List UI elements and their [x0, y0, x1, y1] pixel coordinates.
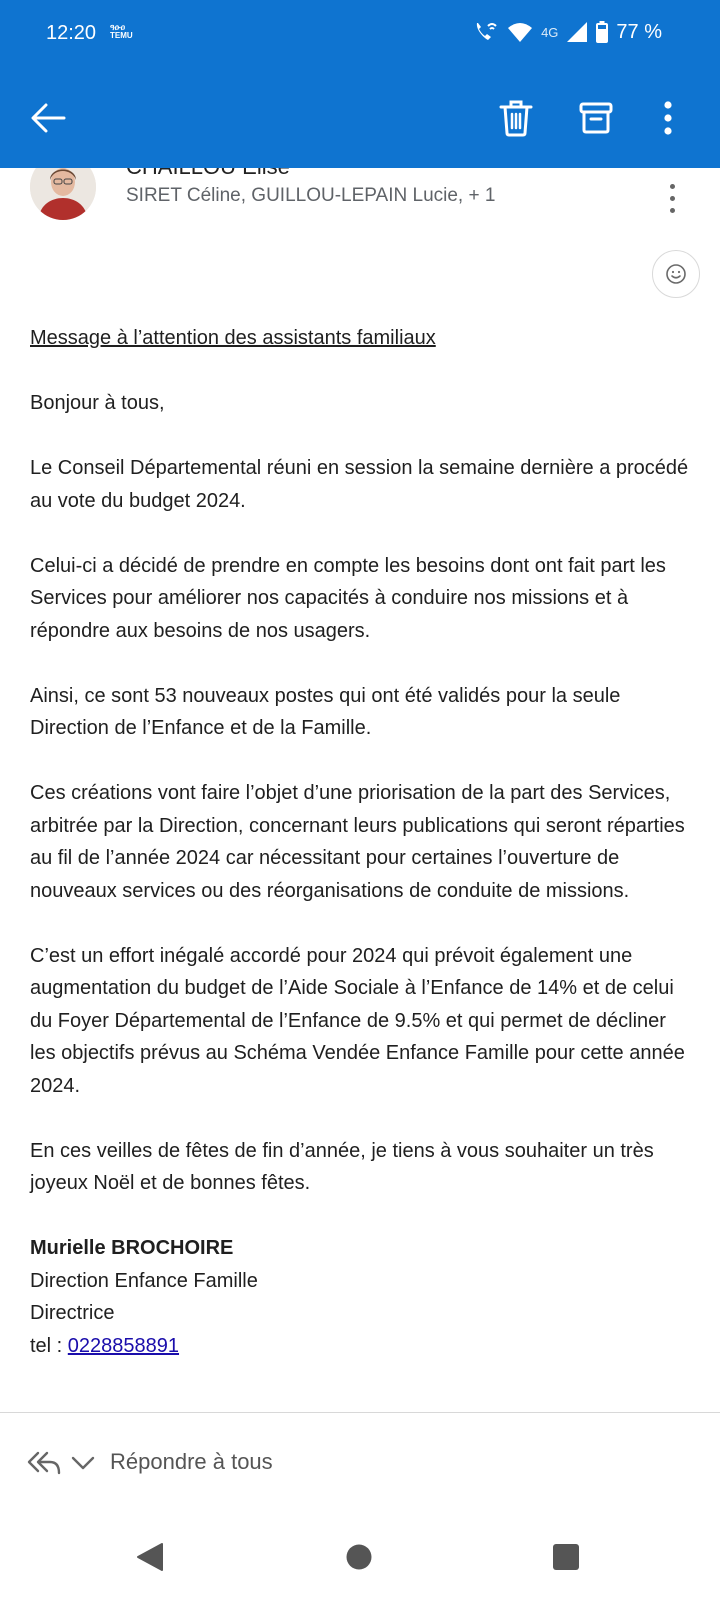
reply-all-label[interactable]: Répondre à tous	[110, 1449, 273, 1474]
recipients-list[interactable]: SIRET Céline, GUILLOU-LEPAIN Lucie, + 1	[126, 185, 496, 206]
more-vertical-icon	[663, 101, 673, 135]
signature-role: Directrice	[30, 1302, 115, 1324]
archive-button[interactable]	[574, 96, 618, 140]
wifi-call-icon	[473, 20, 499, 44]
battery-percent: 77 %	[616, 20, 662, 43]
message-more-icon[interactable]	[666, 184, 678, 218]
more-options-button[interactable]	[646, 96, 690, 140]
body-paragraph: C’est un effort inégalé accordé pour 2024 qui prévoit également une augmentation du budget de l’Aide Sociale à l’Enfance de 14% et de celui du Foyer Départemental de l’Enfance de 9.5% et qui permet de décliner les objectifs prévus au Schéma Vendée Enfance Famille pour cette année 2024.	[30, 944, 685, 1097]
nav-back-icon	[136, 1542, 164, 1572]
carrier-line-1: ዓዑዐ	[110, 23, 125, 32]
reply-all-icon	[26, 1449, 62, 1477]
battery-icon	[596, 21, 608, 43]
body-paragraph: Ainsi, ce sont 53 nouveaux postes qui ont été validés pour la seule Direction de l’Enfance et de la Famille.	[30, 684, 621, 739]
carrier-label	[110, 24, 133, 40]
reply-options[interactable]	[26, 1449, 96, 1477]
signature-tel-label: tel :	[30, 1334, 68, 1357]
body-paragraph: Ces créations vont faire l’objet d’une priorisation de la part des Services, arbitrée par la Direction, concernant leurs publications qui seront réparties au fil de l’année 2024 car nécessitant pour certaines l’ouverture de nouveaux services ou des réorganisations de conduite de missions.	[30, 782, 685, 902]
arrow-left-icon	[30, 102, 66, 134]
reaction-button[interactable]	[652, 250, 700, 298]
wifi-icon	[507, 21, 533, 43]
archive-icon	[579, 101, 613, 135]
app-header	[0, 0, 720, 168]
chevron-down-icon[interactable]	[70, 1454, 96, 1472]
truncated-link-line	[30, 1362, 696, 1370]
status-time: 12:20	[46, 22, 97, 44]
system-nav-bar	[0, 1510, 720, 1600]
status-icons	[473, 20, 662, 44]
smiley-icon	[664, 262, 688, 286]
signature-phone-row	[30, 1330, 696, 1363]
signature-block	[30, 1232, 696, 1370]
nav-home-icon	[345, 1542, 373, 1572]
trash-icon	[499, 99, 533, 137]
signature-name: Murielle BROCHOIRE	[30, 1237, 234, 1259]
body-paragraph: En ces veilles de fêtes de fin d’année, je tiens à vous souhaiter un très joyeux Noël et de bonnes fêtes.	[30, 1139, 654, 1194]
nav-back-button[interactable]	[136, 1542, 164, 1577]
nav-home-button[interactable]	[345, 1542, 373, 1577]
body-greeting: Bonjour à tous,	[30, 392, 165, 414]
body-subject-line: Message à l’attention des assistants familiaux	[30, 327, 436, 349]
nav-recents-button[interactable]	[552, 1542, 580, 1577]
carrier-line-2: TEMU	[110, 31, 133, 40]
network-type: 4G	[541, 24, 559, 40]
back-button[interactable]	[26, 96, 70, 140]
signal-icon	[566, 21, 588, 43]
signature-department: Direction Enfance Famille	[30, 1269, 258, 1292]
reply-bar[interactable]	[0, 1412, 720, 1511]
delete-button[interactable]	[494, 96, 538, 140]
nav-recents-icon	[552, 1542, 580, 1572]
body-paragraph: Le Conseil Départemental réuni en session la semaine dernière a procédé au vote du budget 2024.	[30, 457, 689, 512]
message-body	[30, 322, 696, 1370]
body-paragraph: Celui-ci a décidé de prendre en compte les besoins dont ont fait part les Services pour améliorer nos capacités à conduire nos missions et à répondre aux besoins de nos usagers.	[30, 554, 666, 642]
phone-link[interactable]: 0228858891	[67, 1334, 180, 1357]
